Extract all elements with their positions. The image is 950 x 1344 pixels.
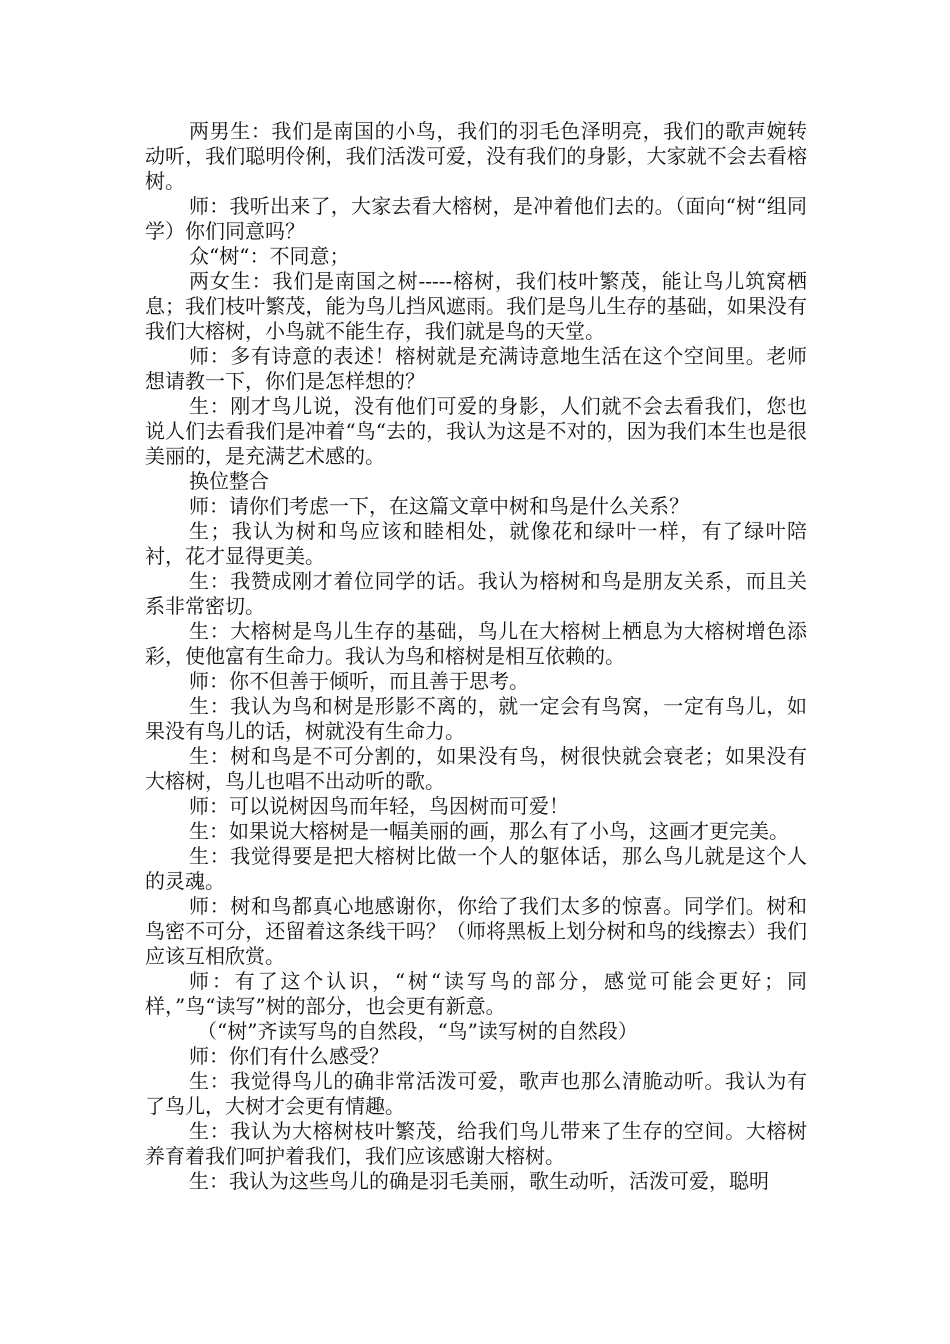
paragraph: 师：请你们考虑一下，在这篇文章中树和鸟是什么关系？ bbox=[189, 494, 689, 518]
paragraph: 两女生：我们是南国之树-----榕树，我们枝叶繁茂，能让鸟儿筑窝栖息；我们枝叶繁茂，能为鸟儿挡风遮雨。我们是鸟儿生存的基础，如果没有我们大榕树，小鸟就不能生存，我们就是鸟的天堂。 bbox=[145, 269, 807, 343]
paragraph: 生：刚才鸟儿说，没有他们可爱的身影，人们就不会去看我们，您也说人们去看我们是冲着“鸟“去的，我认为这是不对的，因为我们本生也是很美丽的，是充满艺术感的。 bbox=[145, 394, 807, 468]
paragraph: 师：我听出来了，大家去看大榕树，是冲着他们去的。（面向“树“组同学）你们同意吗？ bbox=[145, 194, 807, 243]
paragraph: 师：树和鸟都真心地感谢你，你给了我们太多的惊喜。同学们。树和鸟密不可分，还留着这条线干吗？（师将黑板上划分树和鸟的线擦去）我们应该互相欣赏。 bbox=[145, 894, 807, 968]
paragraph: 师：多有诗意的表述！榕树就是充满诗意地生活在这个空间里。老师想请教一下，你们是怎样想的？ bbox=[145, 344, 807, 393]
paragraph: 众“树“：不同意； bbox=[189, 244, 350, 268]
paragraph: 师：可以说树因鸟而年轻，鸟因树而可爱！ bbox=[189, 794, 569, 818]
document-body bbox=[145, 119, 807, 1194]
paragraph: 师：有了这个认识，“树“读写鸟的部分，感觉可能会更好；同样，”鸟“读写”树的部分，也会更有新意。 bbox=[145, 969, 807, 1018]
paragraph: 生：我觉得要是把大榕树比做一个人的躯体话，那么鸟儿就是这个人的灵魂。 bbox=[145, 844, 807, 893]
stage-direction: （“树”齐读写鸟的自然段，“鸟”读写树的自然段） bbox=[197, 1019, 638, 1043]
paragraph: 生：我觉得鸟儿的确非常活泼可爱，歌声也那么清脆动听。我认为有了鸟儿，大树才会更有情趣。 bbox=[145, 1069, 807, 1118]
paragraph: 生：我赞成刚才着位同学的话。我认为榕树和鸟是朋友关系，而且关系非常密切。 bbox=[145, 569, 807, 618]
paragraph: 生：大榕树是鸟儿生存的基础，鸟儿在大榕树上栖息为大榕树增色添彩，使他富有生命力。我认为鸟和榕树是相互依赖的。 bbox=[145, 619, 807, 668]
paragraph: 生：我认为这些鸟儿的确是羽毛美丽，歌生动听，活泼可爱，聪明 bbox=[189, 1169, 769, 1193]
paragraph: 生：如果说大榕树是一幅美丽的画，那么有了小鸟，这画才更完美。 bbox=[189, 819, 789, 843]
paragraph: 生；我认为树和鸟应该和睦相处，就像花和绿叶一样，有了绿叶陪衬，花才显得更美。 bbox=[145, 519, 807, 568]
paragraph: 师：你们有什么感受？ bbox=[189, 1044, 389, 1068]
section-heading: 换位整合 bbox=[189, 469, 269, 493]
paragraph: 两男生：我们是南国的小鸟，我们的羽毛色泽明亮，我们的歌声婉转动听，我们聪明伶俐，我们活泼可爱，没有我们的身影，大家就不会去看榕树。 bbox=[145, 119, 807, 193]
paragraph: 师：你不但善于倾听，而且善于思考。 bbox=[189, 669, 529, 693]
paragraph: 生：我认为鸟和树是形影不离的，就一定会有鸟窝，一定有鸟儿，如果没有鸟儿的话，树就没有生命力。 bbox=[145, 694, 807, 743]
paragraph: 生：树和鸟是不可分割的，如果没有鸟，树很快就会衰老；如果没有大榕树，鸟儿也唱不出动听的歌。 bbox=[145, 744, 807, 793]
paragraph: 生：我认为大榕树枝叶繁茂，给我们鸟儿带来了生存的空间。大榕树养育着我们呵护着我们，我们应该感谢大榕树。 bbox=[145, 1119, 807, 1168]
